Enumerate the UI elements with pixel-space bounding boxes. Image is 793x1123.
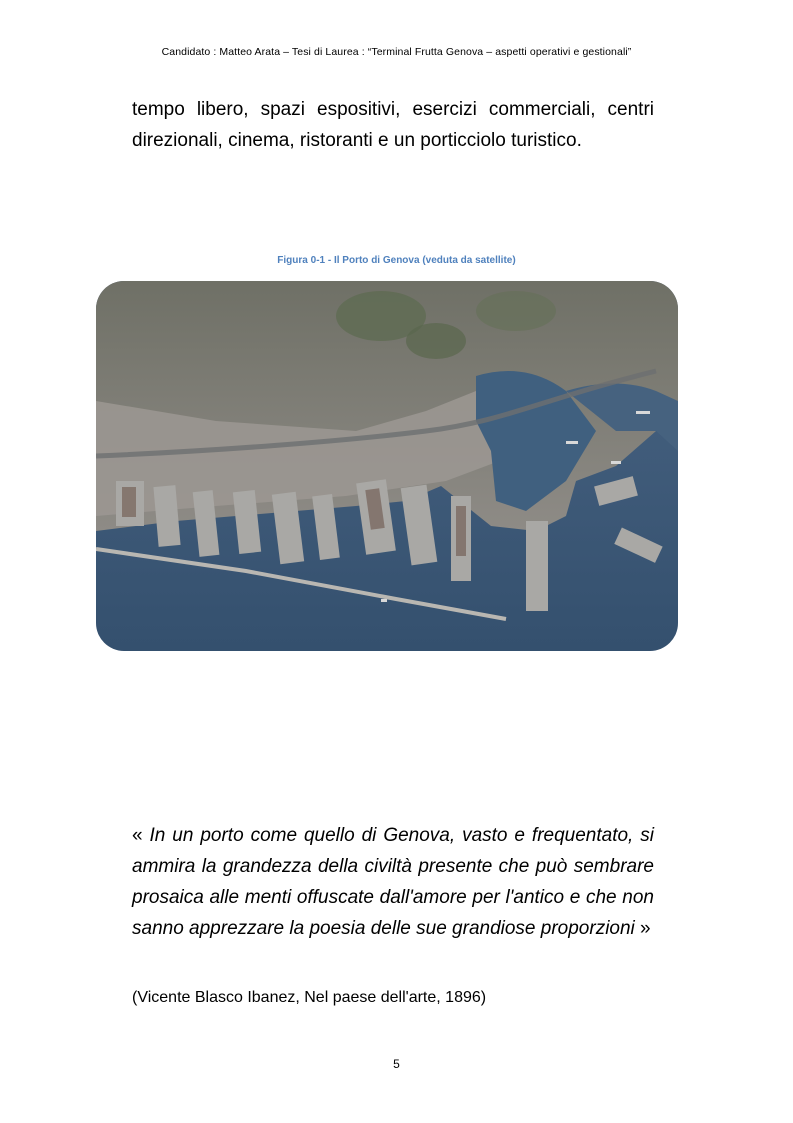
- epigraph-quote: [132, 820, 654, 944]
- figure-caption: Figura 0-1 - Il Porto di Genova (veduta da satellite): [277, 255, 516, 266]
- satellite-photo: [96, 281, 678, 651]
- quote-citation: (Vicente Blasco Ibanez, Nel paese dell'arte, 1896): [132, 989, 487, 1006]
- body-paragraph: tempo libero, spazi espositivi, esercizi commerciali, centri direzionali, cinema, ristoranti e un porticciolo turistico.: [132, 99, 654, 151]
- quote-text: In un porto come quello di Genova, vasto e frequentato, si ammira la grandezza della civiltà presente che può sembrare prosaica alle menti offuscate dall'amore per l'antico e che non sanno apprezzare la poesia delle sue grandiose proporzioni: [132, 825, 654, 939]
- running-header: Candidato : Matteo Arata – Tesi di Laurea : “Terminal Frutta Genova – aspetti operativi e gestionali”: [161, 46, 632, 58]
- quote-close-mark: »: [634, 918, 651, 939]
- page-number: 5: [393, 1057, 400, 1071]
- quote-open-mark: «: [132, 825, 150, 846]
